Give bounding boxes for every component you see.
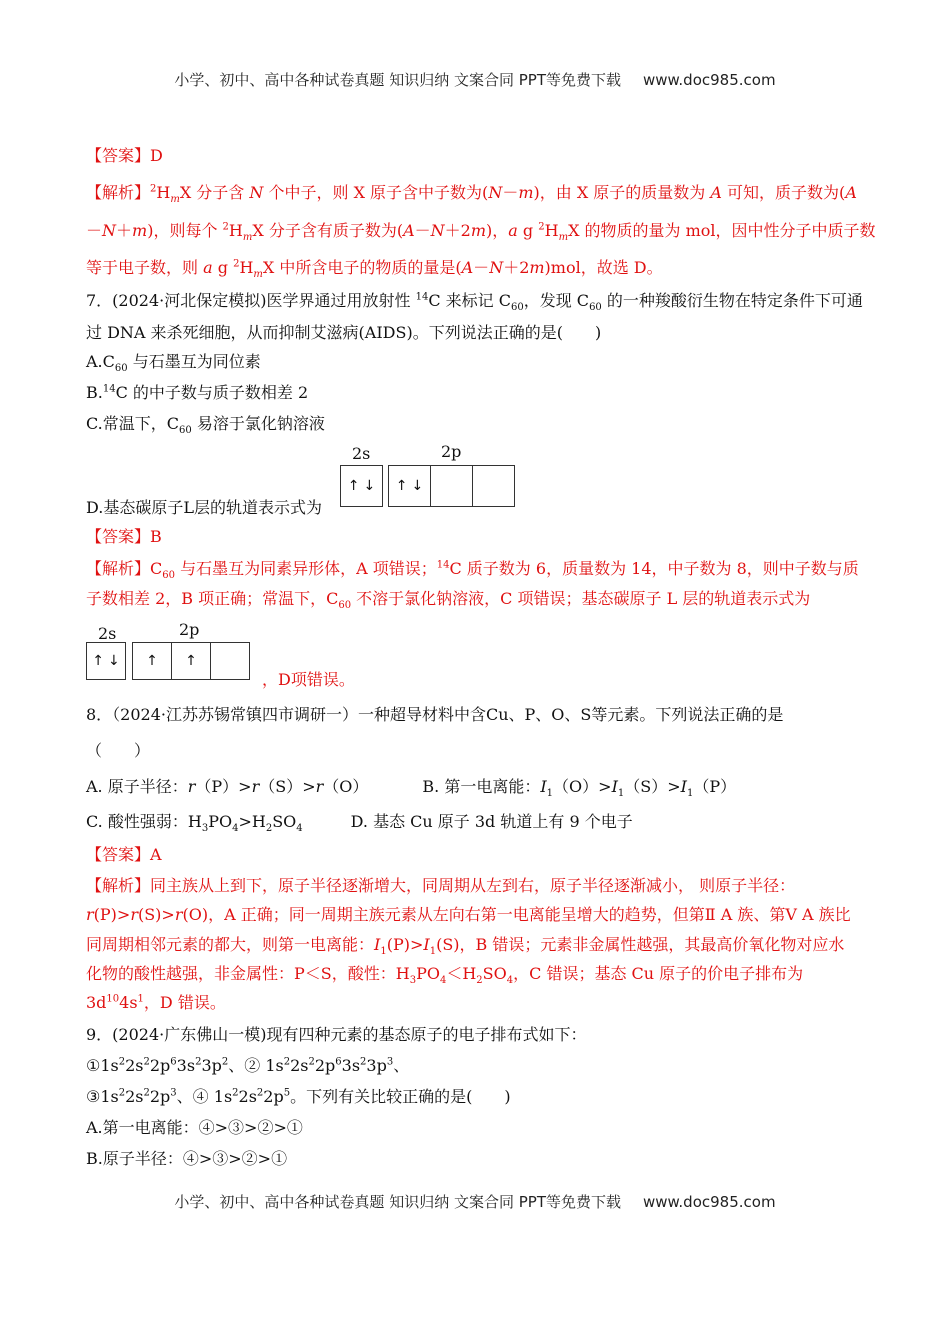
q8-analysis-line4: 化物的酸性越强，非金属性：P＜S，酸性：$H_3PO_4<H_2SO_4$，C 错误；基态 Cu 原子的价电子排布为 bbox=[86, 964, 804, 987]
analysis-orbital-2p-box-1: ↑ bbox=[132, 642, 172, 680]
q9-config-line2: $③1s^22s^22p^3$、④ $1s^22s^22p^5$。下列有关比较正确的是( ) bbox=[86, 1087, 511, 1106]
footer-url[interactable]: www.doc985.com bbox=[642, 1193, 776, 1211]
q6-analysis-line3: 等于电子数，则 a g $^2H_mX$ 中所含电子的物质的量是(A－N＋2m)mol，故选 D。 bbox=[86, 258, 663, 281]
q9-stem: 9．(2024·广东佛山一模)现有四种元素的基态原子的电子排布式如下： bbox=[86, 1025, 587, 1044]
orbital-2p-box-2 bbox=[430, 465, 473, 507]
q7-option-b: B.$^{14}$C 的中子数与质子数相差 2 bbox=[86, 383, 309, 402]
q6-analysis-line2: －N＋m)，则每个 $^2H_mX$ 分子含有质子数为(A－N＋2m)，a g $^2H_mX$ 的物质的量为 mol，因中性分子中质子数 bbox=[86, 221, 876, 244]
q8-analysis-line2: r(P)>r(S)>r(O)，A 正确；同一周期主族元素从左向右第一电离能呈增大的趋势，但第Ⅱ A 族、第Ⅴ A 族比 bbox=[86, 905, 851, 924]
q7-orbital-diagram bbox=[338, 442, 518, 510]
orbital-2s-label: 2s bbox=[352, 444, 371, 463]
q9-config-line1: $①1s^22s^22p^63s^23p^2$、② $1s^22s^22p^63s^23p^3$、 bbox=[86, 1056, 410, 1075]
orbital-2s-box: ↑ ↓ bbox=[340, 465, 383, 507]
orbital-2p-label: 2p bbox=[441, 442, 462, 461]
q7-analysis-line2: 子数相差 2，B 项正确；常温下，$C_{60}$ 不溶于氯化钠溶液，C 项错误；基态碳原子 L 层的轨道表示式为 bbox=[86, 589, 811, 612]
q9-option-a: A.第一电离能：④>③>②>① bbox=[86, 1118, 303, 1137]
analysis-orbital-2p-box-3 bbox=[210, 642, 250, 680]
footer-text: 小学、初中、高中各种试卷真题 知识归纳 文案合同 PPT等免费下载 bbox=[174, 1193, 621, 1211]
header-text: 小学、初中、高中各种试卷真题 知识归纳 文案合同 PPT等免费下载 bbox=[174, 71, 621, 89]
q7-analysis-tail: ，D项错误。 bbox=[262, 670, 355, 689]
q7-stem-line2: 过 DNA 来杀死细胞，从而抑制艾滋病(AIDS)。下列说法正确的是( ) bbox=[86, 323, 602, 342]
q8-analysis-line5: $3d^{10}4s^1$，D 错误。 bbox=[86, 993, 226, 1012]
q8-options-ab: A. 原子半径：r（P）>r（S）>r（O） B. 第一电离能：$I_1(O)>I_1(S)>I_1(P)$ bbox=[86, 777, 737, 800]
q8-analysis-line1: 【解析】同主族从上到下，原子半径逐渐增大，同周期从左到右，原子半径逐渐减小， 则原子半径： bbox=[86, 876, 796, 895]
analysis-orbital-2s-box: ↑ ↓ bbox=[86, 642, 126, 680]
q7-option-d: D.基态碳原子L层的轨道表示式为 bbox=[86, 498, 322, 517]
page-header bbox=[0, 69, 950, 90]
q7-stem-line1: 7．(2024·河北保定模拟)医学界通过用放射性 $^{14}$C 来标记 $C_{60}$，发现 $C_{60}$ 的一种羧酸衍生物在特定条件下可通 bbox=[86, 291, 863, 314]
q8-options-cd: C. 酸性强弱：$H_3PO_4>H_2SO_4$ D. 基态 Cu 原子 3d 轨道上有 9 个电子 bbox=[86, 812, 633, 835]
q7-analysis-orbital-diagram: 2s 2p ↑ ↓ ↑ ↑ bbox=[86, 620, 256, 682]
q8-stem: 8．（2024·江苏苏锡常镇四市调研一）一种超导材料中含Cu、P、O、S等元素。下列说法正确的是 bbox=[86, 705, 784, 724]
orbital-2p-box-3 bbox=[472, 465, 515, 507]
q6-analysis-line1: 【解析】$^2H_mX$ 分子含 N 个中子，则 X 原子含中子数为(N－m)，由 X 原子的质量数为 A 可知，质子数为(A bbox=[86, 183, 857, 206]
q7-analysis-line1: 【解析】$C_{60}$ 与石墨互为同素异形体，A 项错误；$^{14}$C 质子数为 6，质量数为 14，中子数为 8，则中子数与质 bbox=[86, 559, 859, 582]
q8-analysis-line3: 同周期相邻元素的都大，则第一电离能：$I_1(P)>I_1(S)$，B 错误；元素非金属性越强，其最高价氧化物对应水 bbox=[86, 935, 845, 958]
q8-paren: （ ） bbox=[86, 741, 151, 760]
q7-answer: 【答案】B bbox=[86, 527, 162, 546]
q6-answer: 【答案】D bbox=[86, 146, 163, 165]
orbital-2p-box-1: ↑ ↓ bbox=[388, 465, 431, 507]
header-url[interactable]: www.doc985.com bbox=[642, 71, 776, 89]
q7-option-c: C.常温下，$C_{60}$ 易溶于氯化钠溶液 bbox=[86, 414, 325, 437]
q9-option-b: B.原子半径：④>③>②>① bbox=[86, 1149, 288, 1168]
analysis-orbital-2p-box-2: ↑ bbox=[171, 642, 211, 680]
q7-option-a: $A.C_{60}$ 与石墨互为同位素 bbox=[86, 352, 261, 375]
q8-answer: 【答案】A bbox=[86, 845, 162, 864]
page-footer bbox=[0, 1191, 950, 1212]
